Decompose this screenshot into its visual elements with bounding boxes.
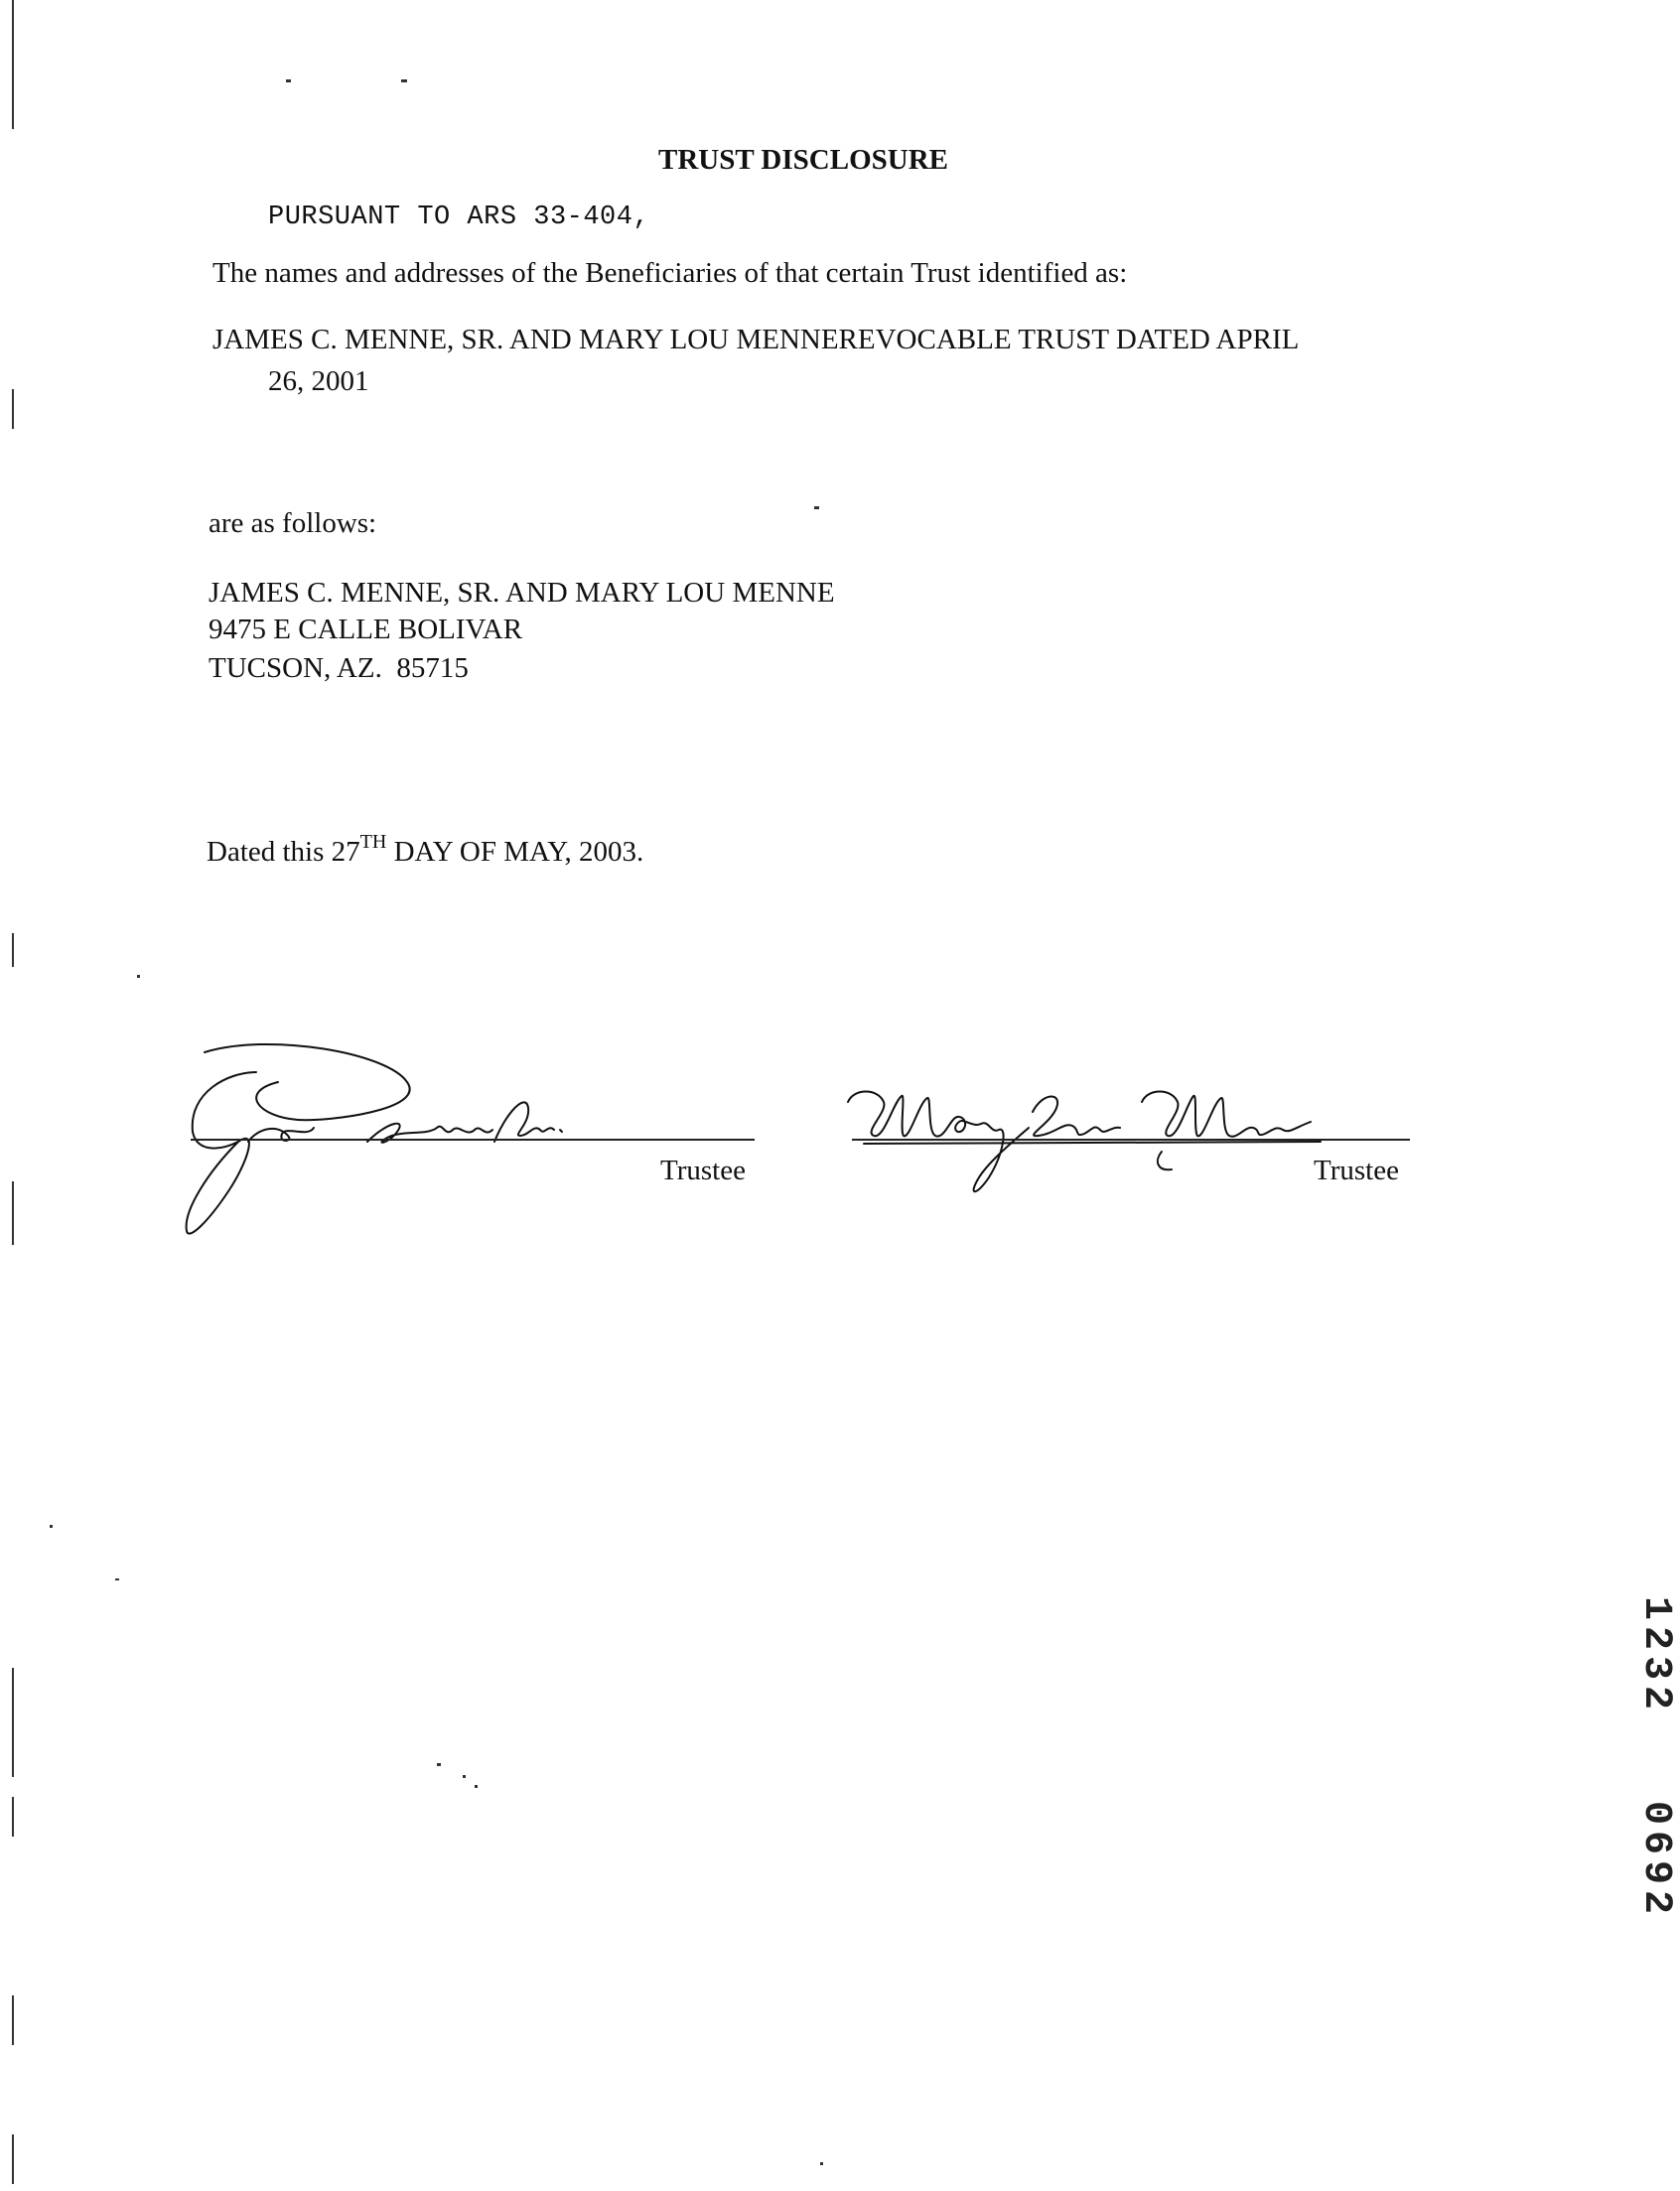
- trust-name-line2: 26, 2001: [268, 365, 369, 397]
- recording-stamp-part1: 1232: [1633, 1596, 1678, 1716]
- signature-line-1: [191, 1139, 755, 1141]
- signature-james-menne: [179, 1032, 616, 1251]
- dated-superscript: TH: [359, 831, 387, 853]
- scan-speck: [137, 975, 140, 978]
- scan-speck: [50, 1525, 53, 1528]
- statute-reference: PURSUANT TO ARS 33-404,: [268, 203, 650, 232]
- scan-speck: [814, 506, 819, 509]
- beneficiary-city: TUCSON, AZ. 85715: [209, 652, 469, 684]
- beneficiary-name: JAMES C. MENNE, SR. AND MARY LOU MENNE: [209, 577, 835, 609]
- dated-line: [207, 831, 644, 868]
- intro-text: The names and addresses of the Beneficiaries of that certain Trust identified as:: [212, 257, 1128, 289]
- scan-speck: [463, 1775, 466, 1778]
- scan-mark: [12, 933, 14, 967]
- scan-speck: [401, 79, 407, 82]
- signature-line-2: [852, 1139, 1410, 1141]
- scan-mark: [12, 1668, 14, 1777]
- scan-mark: [12, 0, 14, 129]
- dated-prefix: Dated this 27: [207, 836, 360, 868]
- scan-speck: [437, 1763, 441, 1766]
- scan-speck: [820, 2162, 823, 2165]
- scan-speck: [475, 1785, 478, 1788]
- follows-text: are as follows:: [209, 507, 377, 539]
- scan-speck: [286, 79, 291, 82]
- trustee-label-1: Trustee: [660, 1155, 746, 1186]
- signature-mary-lou-menne: [844, 1082, 1321, 1211]
- trust-name-line1: JAMES C. MENNE, SR. AND MARY LOU MENNEREVOCABLE TRUST DATED APRIL: [212, 324, 1300, 355]
- scan-mark: [12, 1995, 14, 2045]
- dated-suffix: DAY OF MAY, 2003.: [386, 836, 644, 868]
- beneficiary-street: 9475 E CALLE BOLIVAR: [209, 614, 523, 645]
- recording-stamp-part2: 0692: [1633, 1801, 1678, 1921]
- scan-mark: [12, 2134, 14, 2184]
- document-title: TRUST DISCLOSURE: [658, 144, 948, 176]
- scan-speck: [115, 1578, 119, 1580]
- scan-mark: [12, 1181, 14, 1245]
- scan-mark: [12, 389, 14, 429]
- trustee-label-2: Trustee: [1314, 1155, 1399, 1186]
- scan-mark: [12, 1797, 14, 1837]
